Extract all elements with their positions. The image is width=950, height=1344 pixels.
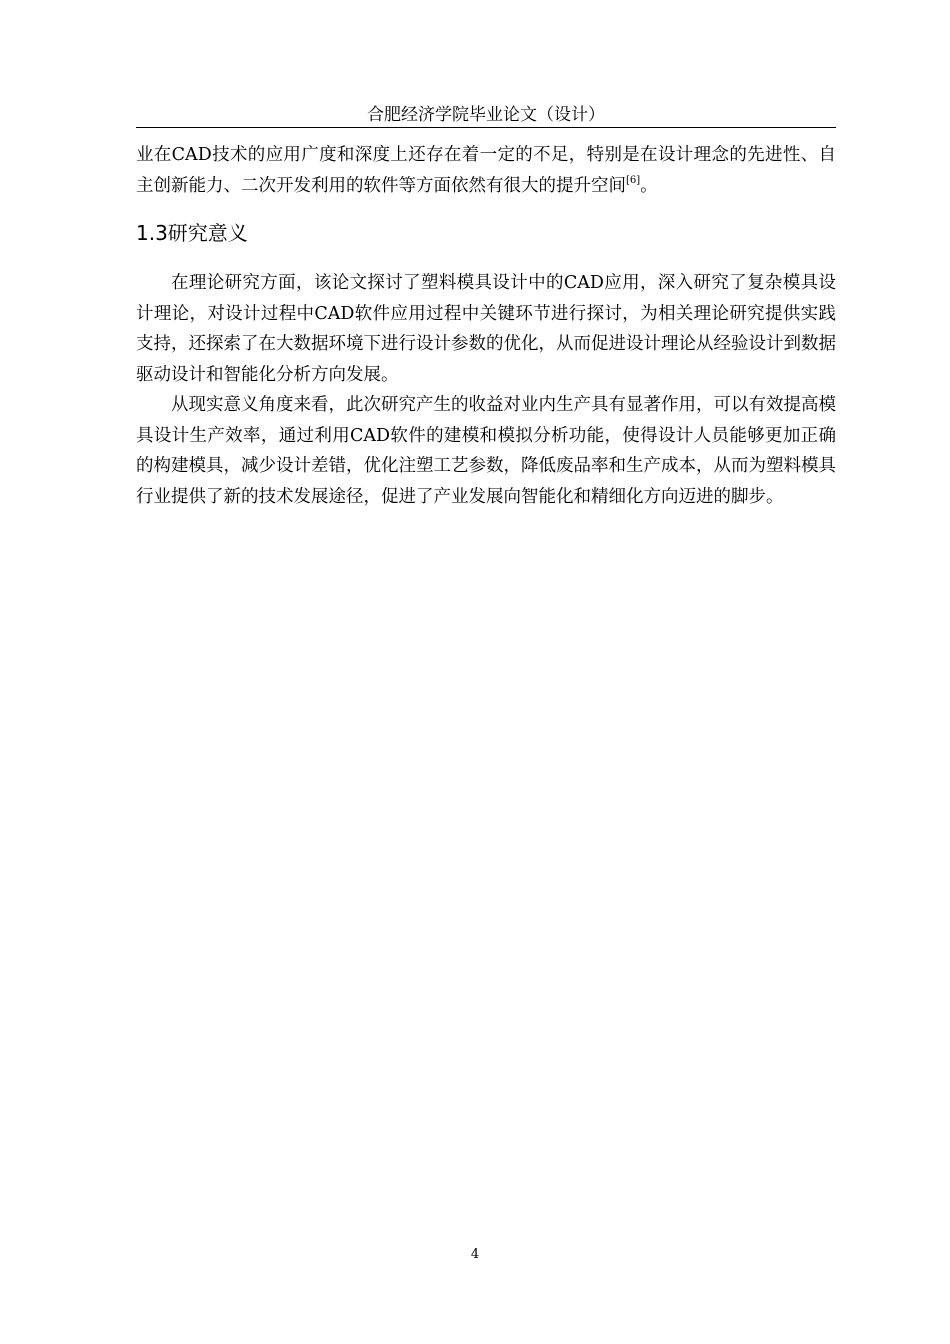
paragraph-theory: 在理论研究方面，该论文探讨了塑料模具设计中的CAD应用，深入研究了复杂模具设计理论，对设计过程中CAD软件应用过程中关键环节进行探讨，为相关理论研究提供实践支持，还探索了在大数据环境下进行设计参数的优化，从而促进设计理论从经验设计到数据驱动设计和智能化分析方向发展。 <box>136 273 836 385</box>
continuation-end: 。 <box>640 175 658 196</box>
page-header-title: 合肥经济学院毕业论文（设计） <box>367 105 605 125</box>
paragraph-practice: 从现实意义角度来看，此次研究产生的收益对业内生产具有显著作用，可以有效提高模具设计生产效率，通过利用CAD软件的建模和模拟分析功能，使得设计人员能够更加正确的构建模具，减少设计差错，优化注塑工艺参数，降低废品率和生产成本，从而为塑料模具行业提供了新的技术发展途径，促进了产业发展向智能化和精细化方向迈进的脚步。 <box>136 395 836 507</box>
section-heading: 1.3研究意义 <box>136 221 248 245</box>
header-divider <box>136 127 836 128</box>
citation-reference: [6] <box>626 174 641 186</box>
continuation-paragraph <box>136 140 836 201</box>
continuation-text: 业在CAD技术的应用广度和深度上还存在着一定的不足，特别是在设计理念的先进性、自主创新能力、二次开发利用的软件等方面依然有很大的提升空间 <box>136 145 836 196</box>
page-number: 4 <box>470 1247 480 1262</box>
section-body <box>136 268 836 512</box>
continuation-text-block <box>136 140 836 201</box>
